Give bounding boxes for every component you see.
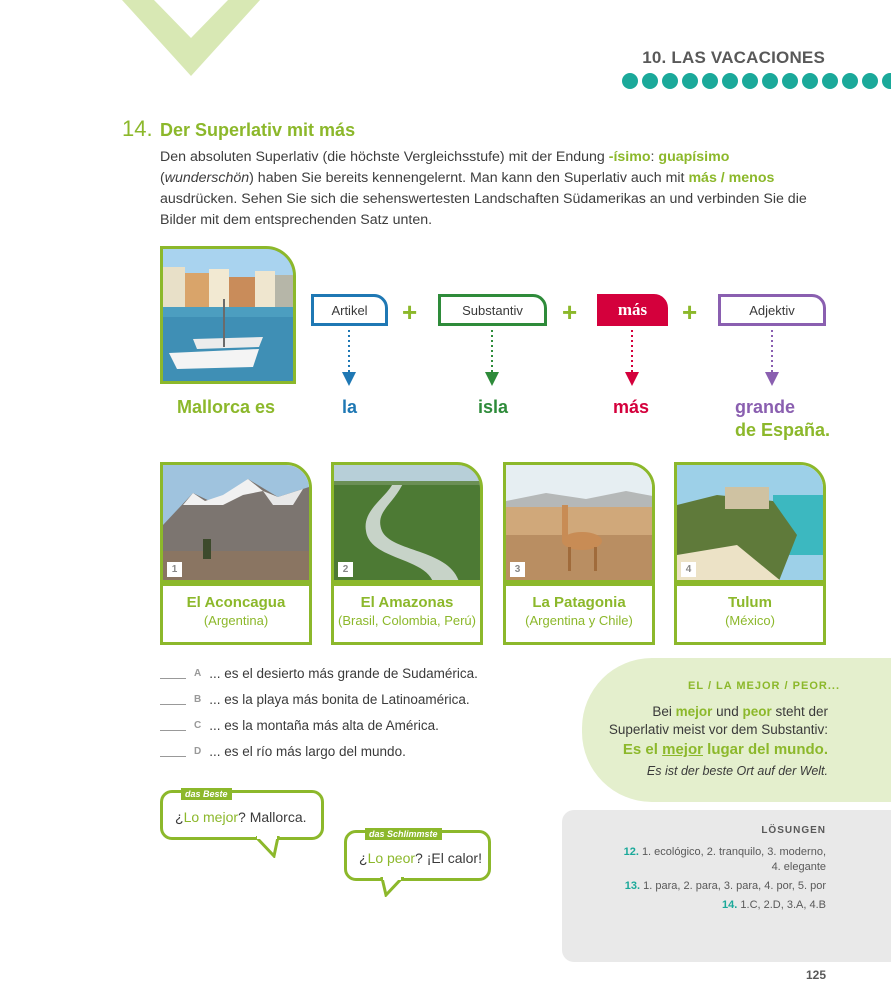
- speech-bubble: [160, 790, 324, 840]
- solution-12: 12. 1. ecológico, 2. tranquilo, 3. moderno, 4. elegante: [623, 846, 826, 873]
- card-number: 3: [510, 562, 525, 577]
- bubble-tag: das Beste: [181, 788, 232, 800]
- answer-blank[interactable]: [160, 704, 186, 705]
- solution-14: 14. 1.C, 2.D, 3.A, 4.B: [722, 899, 826, 911]
- card-label-aconcagua: El Aconcagua (Argentina): [160, 583, 312, 645]
- tip-heading: EL / LA MEJOR / PEOR...: [688, 680, 840, 692]
- bubble-text: ¿Lo peor? ¡El calor!: [359, 850, 482, 866]
- dot: [662, 73, 678, 89]
- sentence-a: A ... es el desierto más grande de Sudamérica.: [160, 666, 478, 681]
- arrow-down-icon: [622, 328, 642, 388]
- card-number: 1: [167, 562, 182, 577]
- page-number: 125: [806, 968, 827, 982]
- example-noun: isla: [478, 397, 509, 417]
- arrow-down-icon: [339, 328, 359, 388]
- answer-blank[interactable]: [160, 730, 186, 731]
- chevron-decoration-icon: [122, 0, 260, 76]
- dot: [882, 73, 891, 89]
- solution-13: 13. 1. para, 2. para, 3. para, 4. por, 5. por: [624, 880, 826, 892]
- dot: [822, 73, 838, 89]
- plus-icon: +: [682, 297, 698, 327]
- card-photo-patagonia: [503, 462, 655, 583]
- sentence-c: C ... es la montaña más alta de América.: [160, 718, 439, 733]
- card-photo-amazonas: [331, 462, 483, 583]
- dot: [702, 73, 718, 89]
- tip-body: Bei mejor und peor steht der Superlativ meist vor dem Substantiv:: [608, 704, 828, 737]
- dot: [842, 73, 858, 89]
- sentence-d: D ... es el río más largo del mundo.: [160, 744, 406, 759]
- arrow-down-icon: [482, 328, 502, 388]
- example-article: la: [342, 397, 358, 417]
- card-label-patagonia: La Patagonia (Argentina y Chile): [503, 583, 655, 645]
- formula-box-artikel: Artikel: [311, 294, 388, 326]
- plus-icon: +: [562, 297, 578, 327]
- dot: [802, 73, 818, 89]
- card-photo-aconcagua: [160, 462, 312, 583]
- bubble-text: ¿Lo mejor? Mallorca.: [175, 809, 307, 825]
- example-mas: más: [613, 397, 650, 417]
- bubble-tag: das Schlimmste: [365, 828, 442, 840]
- formula-box-substantiv: Substantiv: [438, 294, 547, 326]
- bubble-tail-icon: [380, 877, 404, 897]
- dot: [782, 73, 798, 89]
- card-photo-tulum: [674, 462, 826, 583]
- dots-decoration: [622, 72, 891, 90]
- tip-example: Es el mejor lugar del mundo.: [622, 741, 828, 758]
- dot: [622, 73, 638, 89]
- tip-translation: Es ist der beste Ort auf der Welt.: [646, 764, 828, 778]
- card-label-amazonas: El Amazonas (Brasil, Colombia, Perú): [331, 583, 483, 645]
- mallorca-photo: [160, 246, 296, 384]
- sentence-b: B ... es la playa más bonita de Latinoamérica.: [160, 692, 470, 707]
- dot: [642, 73, 658, 89]
- answer-blank[interactable]: [160, 678, 186, 679]
- arrow-down-icon: [762, 328, 782, 388]
- card-number: 2: [338, 562, 353, 577]
- chapter-title: 10. LAS VACACIONES: [642, 48, 825, 67]
- answer-blank[interactable]: [160, 756, 186, 757]
- dot: [762, 73, 778, 89]
- dot: [722, 73, 738, 89]
- dot: [682, 73, 698, 89]
- dot: [862, 73, 878, 89]
- formula-box-adjektiv: Adjektiv: [718, 294, 826, 326]
- card-number: 4: [681, 562, 696, 577]
- speech-bubble: [344, 830, 491, 881]
- example-subject: Mallorca es: [177, 397, 276, 417]
- solutions-heading: LÖSUNGEN: [761, 825, 826, 836]
- exercise-instructions: Den absoluten Superlativ (die höchste Vergleichsstufe) mit der Endung -ísimo: guapísimo (wunderschön) haben Sie bereits kennengelernt. Man kann den Superlativ auch mit más / menos ausdrücken. Sehen Sie sich die sehenswertesten Landschaften Südamerikas an und verbinden Sie die Bilder mit dem entsprechenden Satz unten.: [160, 149, 807, 228]
- plus-icon: +: [402, 297, 418, 327]
- card-label-tulum: Tulum (México): [674, 583, 826, 645]
- bubble-tail-icon: [256, 836, 280, 858]
- exercise-title: Der Superlativ mit más: [160, 120, 356, 140]
- exercise-number: 14.: [122, 116, 153, 141]
- example-adjective: grande de España.: [735, 397, 831, 440]
- dot: [742, 73, 758, 89]
- formula-box-mas: más: [597, 294, 668, 326]
